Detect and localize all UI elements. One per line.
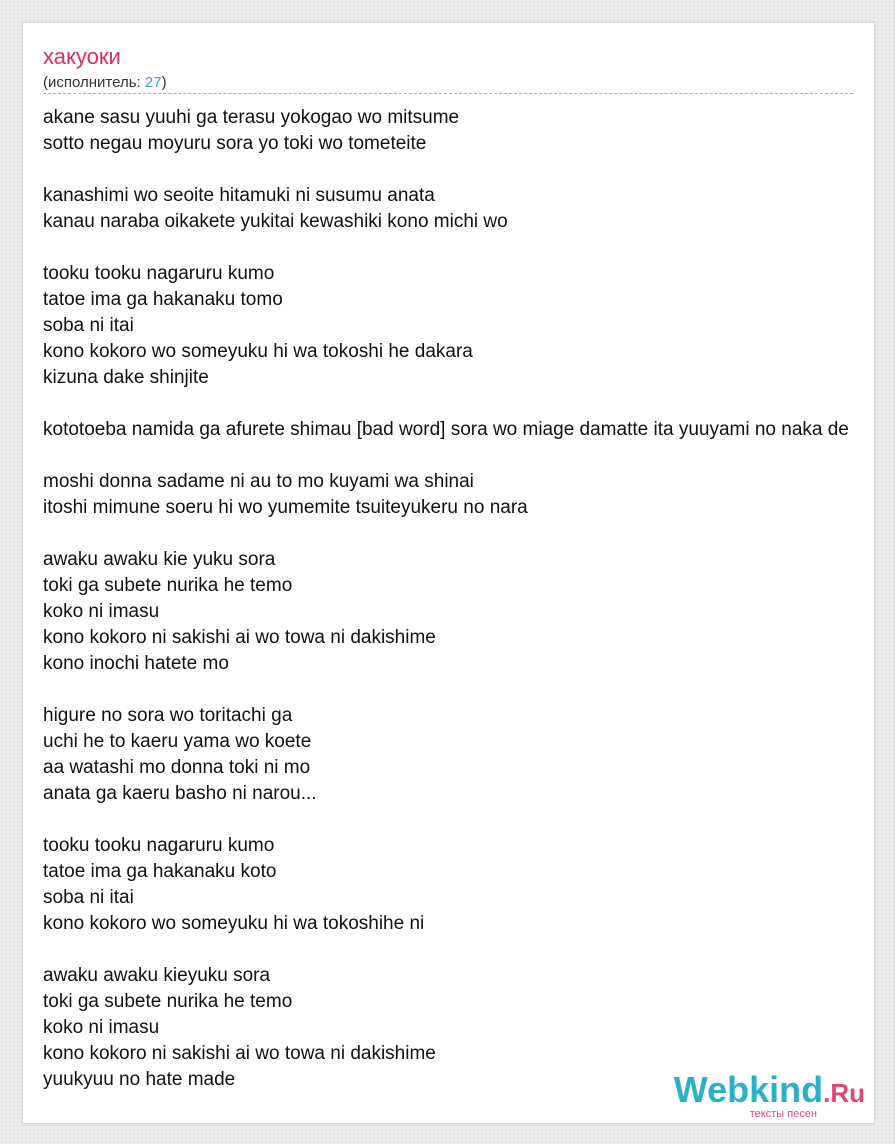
lyric-line: soba ni itai xyxy=(43,887,134,908)
lyric-line: tooku tooku nagaruru kumo xyxy=(43,835,275,856)
logo-name: Webkind xyxy=(673,1069,824,1110)
artist-count-link[interactable]: 27 xyxy=(144,74,162,91)
lyric-line: kono kokoro wo someyuku hi wa tokoshi he dakara xyxy=(43,341,473,362)
lyric-line: koko ni imasu xyxy=(43,1017,160,1038)
lyric-line: akane sasu yuuhi ga terasu yokogao wo mitsume xyxy=(43,107,460,128)
lyric-line: tatoe ima ga hakanaku koto xyxy=(43,861,277,882)
lyric-blank-line xyxy=(43,937,874,963)
lyric-line: moshi donna sadame ni au to mo kuyami wa shinai xyxy=(43,471,474,492)
artist-meta xyxy=(43,74,167,92)
lyrics-text xyxy=(43,105,874,1093)
lyric-line: kono kokoro ni sakishi ai wo towa ni dakishime xyxy=(43,627,436,648)
lyric-line: kono kokoro ni sakishi ai wo towa ni dakishime xyxy=(43,1043,436,1064)
lyric-blank-line xyxy=(43,235,874,261)
lyric-line: uchi he to kaeru yama wo koete xyxy=(43,731,312,752)
lyric-line: sotto negau moyuru sora yo toki wo tometeite xyxy=(43,133,427,154)
lyric-line: kizuna dake shinjite xyxy=(43,367,209,388)
logo-tagline: тексты песен xyxy=(749,1108,817,1120)
site-logo[interactable] xyxy=(665,1069,865,1120)
header-divider xyxy=(43,93,853,94)
lyric-line: awaku awaku kieyuku sora xyxy=(43,965,271,986)
lyric-line: kono kokoro wo someyuku hi wa tokoshihe ni xyxy=(43,913,425,934)
lyric-line: kanashimi wo seoite hitamuki ni susumu anata xyxy=(43,185,435,206)
lyric-line: higure no sora wo toritachi ga xyxy=(43,705,293,726)
lyric-line: soba ni itai xyxy=(43,315,134,336)
lyric-blank-line xyxy=(43,807,874,833)
lyric-line: anata ga kaeru basho ni narou... xyxy=(43,783,317,804)
lyric-line: kototoeba namida ga afurete shimau [bad word] sora wo miage damatte ita yuuyami no naka de xyxy=(43,419,849,440)
lyric-line: kono inochi hatete mo xyxy=(43,653,229,674)
lyric-line: tooku tooku nagaruru kumo xyxy=(43,263,275,284)
lyric-blank-line xyxy=(43,677,874,703)
lyric-line: awaku awaku kie yuku sora xyxy=(43,549,276,570)
lyric-line: tatoe ima ga hakanaku tomo xyxy=(43,289,283,310)
lyric-line: aa watashi mo donna toki ni mo xyxy=(43,757,311,778)
meta-prefix: (исполнитель: xyxy=(43,74,145,91)
lyric-line: toki ga subete nurika he temo xyxy=(43,575,293,596)
lyric-blank-line xyxy=(43,391,874,417)
lyric-line: toki ga subete nurika he temo xyxy=(43,991,293,1012)
lyric-line: yuukyuu no hate made xyxy=(43,1069,236,1090)
page-title: хакуоки xyxy=(43,44,121,69)
logo-tld: .Ru xyxy=(823,1078,865,1108)
lyric-line: kanau naraba oikakete yukitai kewashiki kono michi wo xyxy=(43,211,508,232)
lyric-blank-line xyxy=(43,521,874,547)
content-card xyxy=(22,22,875,1124)
lyric-line: itoshi mimune soeru hi wo yumemite tsuiteyukeru no nara xyxy=(43,497,528,518)
lyric-blank-line xyxy=(43,157,874,183)
lyric-line: koko ni imasu xyxy=(43,601,160,622)
lyric-blank-line xyxy=(43,443,874,469)
logo-wordmark xyxy=(674,1070,865,1113)
meta-suffix: ) xyxy=(161,74,167,91)
